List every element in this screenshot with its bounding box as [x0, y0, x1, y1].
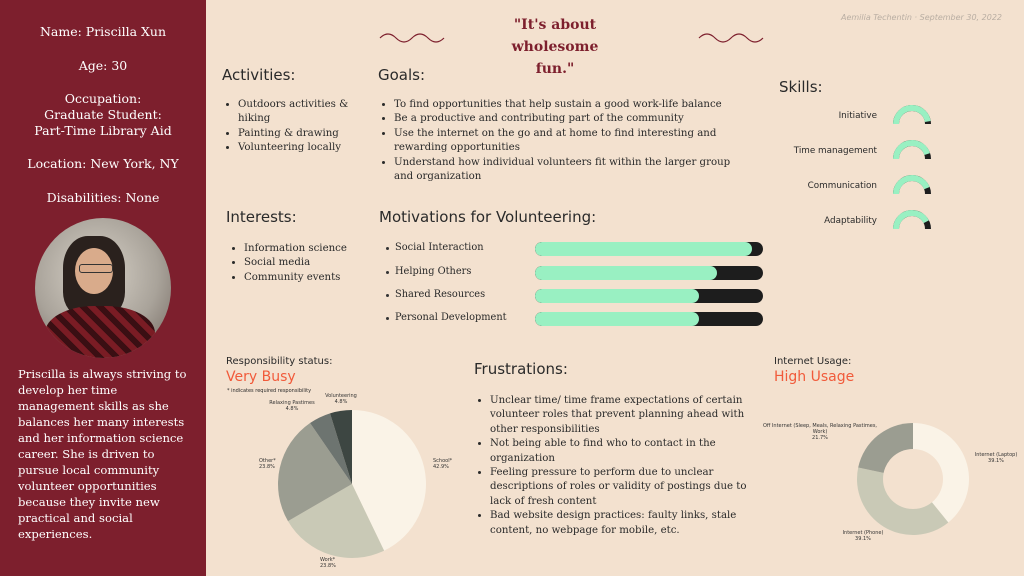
- motivation-label: Helping Others: [395, 266, 472, 277]
- activities-list: [222, 98, 378, 156]
- responsibility-note: * indicates required responsibility: [227, 388, 312, 394]
- skill-gauge-fill: [896, 213, 926, 229]
- motivation-label: Social Interaction: [395, 242, 484, 253]
- motivation-bar: [535, 266, 763, 280]
- motivation-bar: [535, 289, 763, 303]
- list-item: • Information science: [244, 242, 384, 256]
- interests-list: [228, 242, 384, 285]
- motivation-bar: [535, 242, 763, 256]
- pie-label-school: School* 42.9%: [433, 458, 453, 470]
- goals-list: [378, 98, 749, 184]
- occupation-label: Occupation:: [64, 91, 142, 106]
- occupation-role-2: Part-Time Library Aid: [34, 123, 172, 138]
- skill-gauge-fill: [896, 108, 928, 124]
- occupation-role-1: Graduate Student:: [44, 107, 162, 122]
- list-item: • Painting & drawing: [238, 127, 378, 141]
- persona-bio: Priscilla is always striving to develop her time management skills as she balances her many interests and her information science career. She is driven to pursue local community volunteer opportunities because they invite new practical and social experiences.: [18, 367, 187, 541]
- list-item: • Understand how individual volunteers fit within the larger group and organization: [394, 156, 749, 185]
- internet-status: High Usage: [774, 369, 855, 385]
- skill-label-initiative: Initiative: [838, 111, 877, 121]
- list-item: • Use the internet on the go and at home to find interesting and rewarding opportunities: [394, 127, 749, 156]
- squiggle-right-icon: [697, 30, 767, 44]
- responsibility-status: Very Busy: [226, 369, 296, 385]
- motivation-bar: [535, 312, 763, 326]
- responsibility-title: Responsibility status:: [226, 356, 333, 367]
- skill-gauge-fill: [896, 178, 927, 194]
- skill-label-time-management: Time management: [793, 146, 877, 156]
- list-item: • Bad website design practices: faulty links, stale content, no webpage for mobile, etc.: [490, 509, 760, 538]
- skill-label-communication: Communication: [807, 181, 877, 191]
- internet-title: Internet Usage:: [774, 356, 852, 367]
- donut-label-phone: Internet (Phone) 39.1%: [842, 530, 884, 542]
- list-item: • Outdoors activities &: [238, 98, 378, 112]
- list-item: • Be a productive and contributing part of the community: [394, 112, 749, 126]
- frustrations-title: Frustrations:: [474, 360, 568, 378]
- skill-gauges: [890, 104, 940, 234]
- persona-location: Location: New York, NY: [27, 156, 179, 171]
- goals-title: Goals:: [378, 66, 426, 84]
- responsibility-pie: [276, 408, 428, 560]
- list-item: • Volunteering locally: [238, 141, 378, 155]
- author-byline: Aemilia Techentin · September 30, 2022: [840, 13, 1002, 22]
- quote-line-2: fun.": [535, 61, 575, 77]
- motivation-label: Shared Resources: [395, 289, 486, 300]
- pie-label-relaxing: Relaxing Pastimes 4.8%: [269, 400, 315, 412]
- activities-title: Activities:: [222, 66, 296, 84]
- list-item: • Community events: [244, 271, 384, 285]
- list-item: • Unclear time/ time frame expectations of certain volunteer roles that prevent planning ahead with other responsibilities: [490, 394, 760, 437]
- motivations-title: Motivations for Volunteering:: [379, 208, 597, 226]
- skill-gauge-fill: [896, 143, 927, 159]
- list-item: • Social media: [244, 256, 384, 270]
- skill-label-adaptability: Adaptability: [824, 216, 877, 226]
- list-item: • To find opportunities that help sustain a good work-life balance: [394, 98, 749, 112]
- donut-label-off-internet: Off Internet (Sleep, Meals, Relaxing Pastimes, Work) 21.7%: [762, 423, 878, 441]
- persona-disabilities: Disabilities: None: [46, 190, 160, 205]
- skills-title: Skills:: [779, 78, 823, 96]
- persona-quote: [470, 14, 640, 80]
- quote-line-1: "It's about wholesome: [511, 17, 599, 55]
- list-item: • Feeling pressure to perform due to unclear descriptions of roles or validity of postings due to lack of fresh content: [490, 466, 760, 509]
- persona-age: Age: 30: [78, 58, 128, 73]
- donut-label-laptop: Internet (Laptop) 39.1%: [974, 452, 1018, 464]
- squiggle-left-icon: [378, 30, 448, 44]
- pie-label-volunteering: Volunteering 4.8%: [325, 393, 357, 405]
- motivation-label: Personal Development: [395, 312, 507, 323]
- interests-title: Interests:: [226, 208, 297, 226]
- persona-sidebar: [0, 0, 206, 576]
- pie-label-work: Work* 23.8%: [320, 557, 336, 569]
- pie-label-other: Other* 23.8%: [259, 458, 276, 470]
- list-item: • Not being able to find who to contact in the organization: [490, 437, 760, 466]
- donut-hole: [883, 449, 943, 509]
- frustrations-list: [474, 394, 760, 538]
- list-item: hiking: [238, 113, 271, 125]
- persona-photo: [35, 218, 171, 358]
- persona-name: Name: Priscilla Xun: [39, 24, 167, 39]
